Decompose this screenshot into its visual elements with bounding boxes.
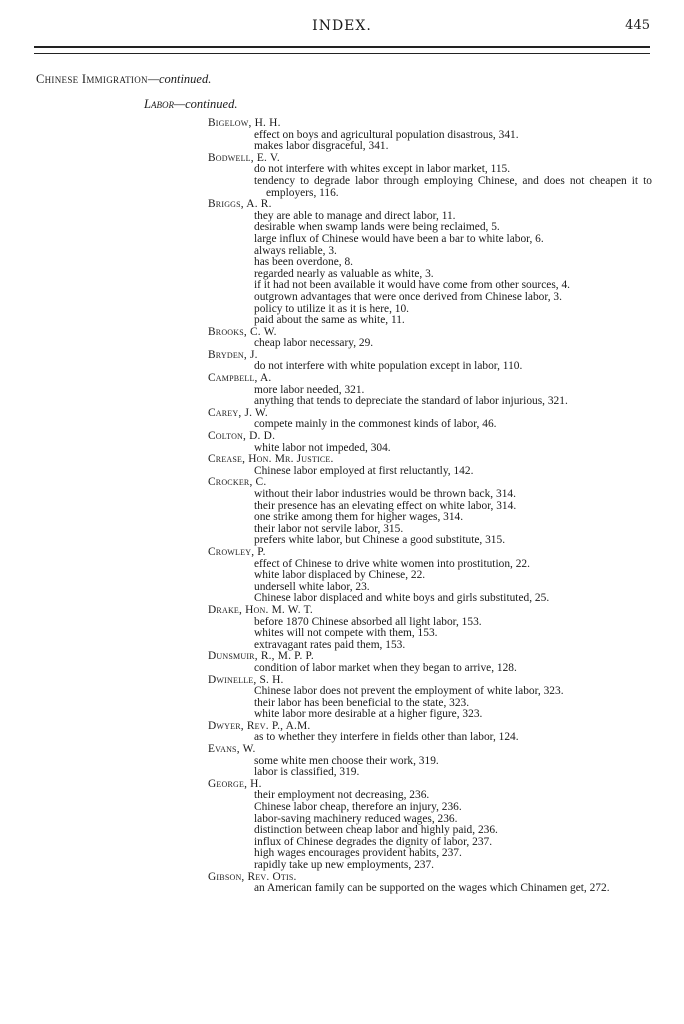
entry-line: one strike among them for higher wages, 314. [254,511,464,524]
entry-name: Crocker, C. [208,476,267,489]
subsection-name: Labor [144,97,174,111]
entry-line: do not interfere with whites except in labor market, 115. [254,163,511,176]
page-header [0,18,684,40]
entry-line: they are able to manage and direct labor, 11. [254,209,456,222]
entry-name: Crowley, P. [208,545,266,558]
index-entry [208,605,652,651]
entry-line: white labor more desirable at a higher figure, 323. [254,708,483,721]
entry-line: has been overdone, 8. [254,256,354,269]
entry-line: white labor displaced by Chinese, 22. [254,569,426,582]
entry-line: makes labor disgraceful, 341. [254,140,389,153]
index-entry [208,651,652,674]
entry-line: outgrown advantages that were once derived from Chinese labor, 3. [254,290,562,303]
entry-line: anything that tends to depreciate the standard of labor injurious, 321. [254,395,568,408]
entry-line: do not interfere with white population except in labor, 110. [254,360,523,373]
entry-line: undersell white labor, 23. [254,580,370,593]
index-entry [208,153,652,199]
subsection-heading [144,97,238,112]
index-entry [208,547,652,605]
entry-name: Carey, J. W. [208,406,268,419]
entry-name: Bigelow, H. H. [208,117,281,129]
entry-name: Colton, D. D. [208,430,276,443]
entry-name: George, H. [208,777,262,790]
entry-line: desirable when swamp lands were being reclaimed, 5. [254,221,500,234]
entry-line: paid about the same as white, 11. [254,314,405,327]
entry-name: Crease, Hon. Mr. Justice. [208,453,334,466]
entry-line: always reliable, 3. [254,244,337,257]
entry-line: cheap labor necessary, 29. [254,337,374,350]
entry-line: extravagant rates paid them, 153. [254,638,406,651]
entry-line: their labor has been beneficial to the state, 323. [254,696,470,709]
entry-line: Chinese labor does not prevent the employment of white labor, 323. [254,685,564,698]
entry-line: without their labor industries would be thrown back, 314. [254,488,516,500]
index-entries [208,118,652,895]
entry-line: policy to utilize it as it is here, 10. [254,302,410,315]
entry-line: condition of labor market when they began to arrive, 128. [254,661,517,674]
entry-name: Bryden, J. [208,348,258,361]
index-entry [208,431,652,454]
entry-name: Dwyer, Rev. P., A.M. [208,719,311,732]
entry-line: some white men choose their work, 319. [254,754,439,767]
page-number: 445 [625,18,650,33]
entry-line: influx of Chinese degrades the dignity of labor, 237. [254,835,493,848]
index-entry [208,408,652,431]
subsection-continued: —continued. [173,97,238,111]
entry-line: high wages encourages provident habits, 237. [254,847,462,860]
entry-line: labor-saving machinery reduced wages, 236. [254,812,458,825]
index-entry [208,779,652,872]
entry-name: Gibson, Rev. Otis. [208,870,297,883]
entry-line: Chinese labor employed at first reluctantly, 142. [254,464,474,477]
entry-name: Campbell, A. [208,372,272,385]
entry-line: prefers white labor, but Chinese a good substitute, 315. [254,534,506,547]
entry-line: white labor not impeded, 304. [254,441,391,454]
index-entry [208,872,652,895]
entry-line: regarded nearly as valuable as white, 3. [254,267,434,280]
index-entry [208,199,652,327]
entry-line: an American family can be supported on the wages which Chinamen get, 272. [254,882,610,895]
index-entry [208,477,652,547]
entry-line: as to whether they interfere in fields other than labor, 124. [254,731,519,744]
entry-name: Briggs, A. R. [208,198,272,211]
entry-line: Chinese labor cheap, therefore an injury, 236. [254,801,462,814]
entry-line: effect on boys and agricultural population disastrous, 341. [254,128,519,141]
index-entry [208,744,652,779]
entry-line: before 1870 Chinese absorbed all light labor, 153. [254,615,482,628]
entry-name: Bodwell, E. V. [208,151,280,164]
entry-line: compete mainly in the commonest kinds of labor, 46. [254,418,497,431]
entry-line: more labor needed, 321. [254,383,365,396]
entry-line: whites will not compete with them, 153. [254,627,438,640]
entry-line: Chinese labor displaced and white boys and girls substituted, 25. [254,592,550,605]
entry-line: their labor not servile labor, 315. [254,522,404,535]
index-entry [208,454,652,477]
entry-name: Drake, Hon. M. W. T. [208,603,313,616]
index-entry [208,373,652,408]
entry-line: their employment not decreasing, 236. [254,789,430,802]
index-entry [208,721,652,744]
entry-line: distinction between cheap labor and highly paid, 236. [254,824,498,837]
entry-line: effect of Chinese to drive white women into prostitution, 22. [254,557,530,570]
index-entry [208,675,652,721]
section-name: Chinese Immigration [36,72,148,86]
index-entry [208,350,652,373]
entry-line: labor is classified, 319. [254,766,360,779]
entry-line: large influx of Chinese would have been a bar to white labor, 6. [254,232,544,245]
section-continued: —continued. [147,72,212,86]
index-entry [208,327,652,350]
entry-name: Evans, W. [208,743,256,756]
index-entry [208,118,652,153]
entry-line: tendency to degrade labor through employing Chinese, and does not cheapen it to employers, 116. [254,174,652,199]
entry-line: their presence has an elevating effect on white labor, 314. [254,499,517,512]
section-heading [36,72,211,87]
entry-line: if it had not been available it would have come from other sources, 4. [254,279,570,292]
entry-name: Dunsmuir, R., M. P. P. [208,650,314,663]
entry-line: rapidly take up new employments, 237. [254,859,434,871]
entry-name: Dwinelle, S. H. [208,673,284,686]
entry-name: Brooks, C. W. [208,325,277,338]
running-title: INDEX. [312,18,372,34]
header-rule [34,46,650,54]
